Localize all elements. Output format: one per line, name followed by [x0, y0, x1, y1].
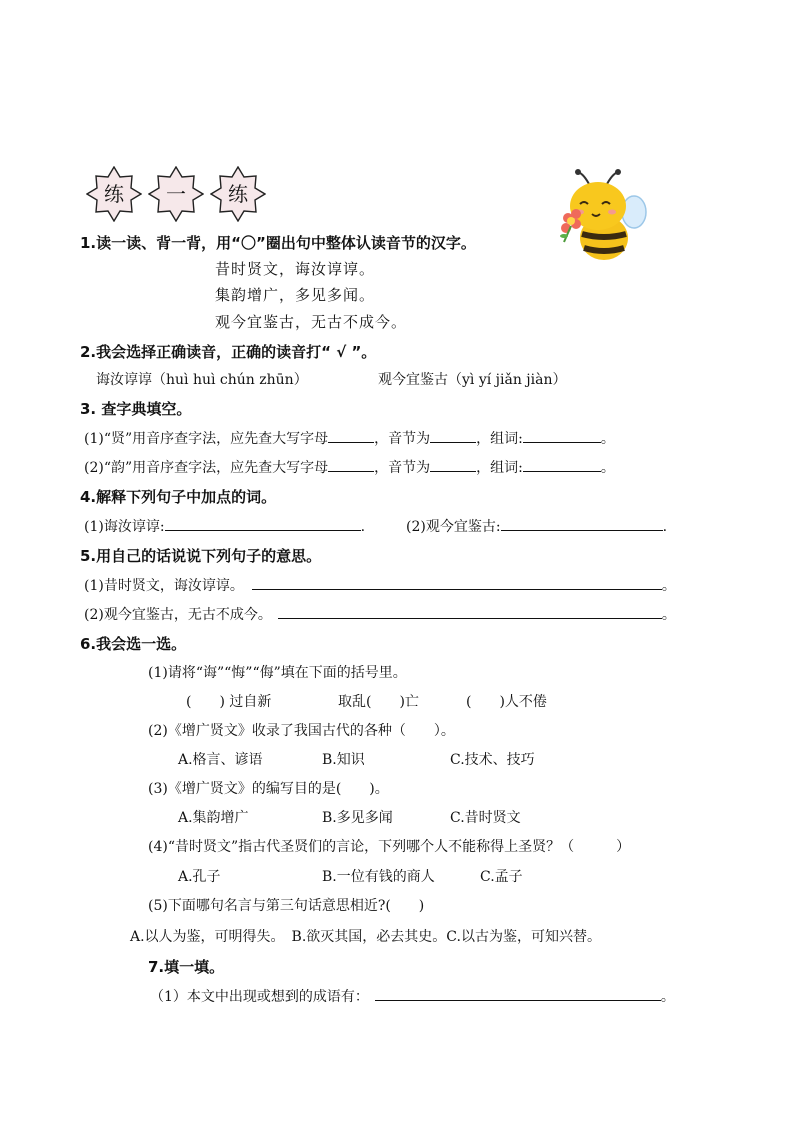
q4-item-1-prompt: (1)诲汝谆谆: — [84, 519, 165, 535]
q6-sub-5: (5)下面哪句名言与第三句话意思相近?( ) — [148, 898, 425, 914]
poem-line-3: 观今宜鉴古，无古不成今。 — [215, 313, 408, 331]
q1-title: 1.读一读、背一背，用“〇”圈出句中整体认读音节的汉字。 — [80, 234, 476, 252]
q4-item-1 — [84, 516, 365, 536]
q5-title: 5.用自己的话说说下列句子的意思。 — [80, 547, 322, 565]
q3-item-2-end: ，组词: — [476, 460, 523, 476]
q7-item-1 — [150, 986, 675, 1006]
practice-badge-1 — [86, 166, 142, 222]
answer-blank[interactable] — [523, 428, 601, 443]
q6-sub-3-option-b: B.多见多闻 — [322, 810, 393, 826]
answer-blank[interactable] — [430, 428, 476, 443]
q5-item-2-prompt: (2)观今宜鉴古，无古不成今。 — [84, 607, 272, 623]
answer-blank[interactable] — [430, 457, 476, 472]
q3-item-1-mid: ，音节为 — [374, 431, 431, 447]
q2-item-1: 诲汝谆谆（huì huì chún zhūn） — [96, 372, 308, 388]
q2-title: 2.我会选择正确读音，正确的读音打“ √ ”。 — [80, 343, 377, 361]
answer-blank[interactable] — [328, 457, 374, 472]
badge-char-2: 一 — [166, 182, 186, 206]
answer-blank[interactable] — [165, 516, 361, 531]
q5-item-2-tail: 。 — [661, 607, 676, 623]
q5-item-1 — [84, 575, 676, 595]
q3-item-1-tail: 。 — [600, 431, 615, 447]
q3-item-1 — [84, 428, 615, 448]
q6-sub-4-option-a: A.孔子 — [178, 869, 221, 885]
q6-title: 6.我会选一选。 — [80, 635, 187, 653]
q6-sub-1-option-3: ( )人不倦 — [466, 694, 547, 710]
answer-blank[interactable] — [252, 575, 662, 590]
answer-blank[interactable] — [375, 986, 661, 1001]
q5-item-1-prompt: (1)昔时贤文，诲汝谆谆。 — [84, 578, 244, 594]
q3-title: 3. 查字典填空。 — [80, 400, 192, 418]
q6-sub-4-option-b: B.一位有钱的商人 — [322, 869, 435, 885]
q5-item-2 — [84, 604, 676, 624]
q4-item-1-tail: . — [360, 519, 366, 535]
q4-item-2 — [406, 516, 667, 536]
badge-char-1: 练 — [104, 182, 124, 206]
q6-sub-4-option-c: C.孟子 — [480, 869, 523, 885]
q6-sub-2-option-b: B.知识 — [322, 752, 365, 768]
q4-title: 4.解释下列句子中加点的词。 — [80, 488, 277, 506]
q6-sub-2-option-c: C.技术、技巧 — [450, 752, 535, 768]
q3-item-1-end: ，组词: — [476, 431, 523, 447]
q6-sub-3-option-a: A.集韵增广 — [178, 810, 249, 826]
answer-blank[interactable] — [501, 516, 663, 531]
answer-blank[interactable] — [523, 457, 601, 472]
poem-line-2: 集韵增广，多见多闻。 — [215, 286, 376, 304]
q6-sub-1: (1)请将“诲”“悔”“侮”填在下面的括号里。 — [148, 665, 407, 681]
q6-sub-1-option-2: 取乱( )亡 — [338, 694, 419, 710]
q3-item-1-prompt: (1)“贤”用音序查字法，应先查大写字母 — [84, 431, 329, 447]
badge-char-3: 练 — [228, 182, 248, 206]
q6-sub-3-option-c: C.昔时贤文 — [450, 810, 521, 826]
bee-illustration — [556, 168, 648, 264]
q3-item-2 — [84, 457, 615, 477]
poem-line-1: 昔时贤文，诲汝谆谆。 — [215, 260, 376, 278]
q4-item-2-tail: . — [662, 519, 668, 535]
q7-item-1-tail: 。 — [660, 989, 675, 1005]
q3-item-2-tail: 。 — [600, 460, 615, 476]
q3-item-2-prompt: (2)“韵”用音序查字法，应先查大写字母 — [84, 460, 329, 476]
practice-badge-2 — [148, 166, 204, 222]
q6-sub-2-option-a: A.格言、谚语 — [178, 752, 263, 768]
q2-item-2: 观今宜鉴古（yì yí jiǎn jiàn） — [378, 372, 567, 388]
q6-sub-3: (3)《增广贤文》的编写目的是( )。 — [148, 781, 389, 797]
q3-item-2-mid: ，音节为 — [374, 460, 431, 476]
q7-item-1-prompt: （1）本文中出现或想到的成语有： — [150, 989, 369, 1005]
q6-sub-4: (4)“昔时贤文”指古代圣贤们的言论，下列哪个人不能称得上圣贤？（ ） — [148, 839, 631, 855]
q6-sub-1-option-1: ( ) 过自新 — [186, 694, 272, 710]
q4-item-2-prompt: (2)观今宜鉴古: — [406, 519, 501, 535]
answer-blank[interactable] — [278, 604, 662, 619]
q6-sub-2: (2)《增广贤文》收录了我国古代的各种（ ）。 — [148, 723, 455, 739]
answer-blank[interactable] — [328, 428, 374, 443]
q6-sub-5-options: A.以人为鉴，可明得失。 B.欲灭其国，必去其史。C.以古为鉴，可知兴替。 — [130, 929, 601, 945]
practice-badge-3 — [210, 166, 266, 222]
q5-item-1-tail: 。 — [661, 578, 676, 594]
q7-title: 7.填一填。 — [148, 958, 225, 976]
